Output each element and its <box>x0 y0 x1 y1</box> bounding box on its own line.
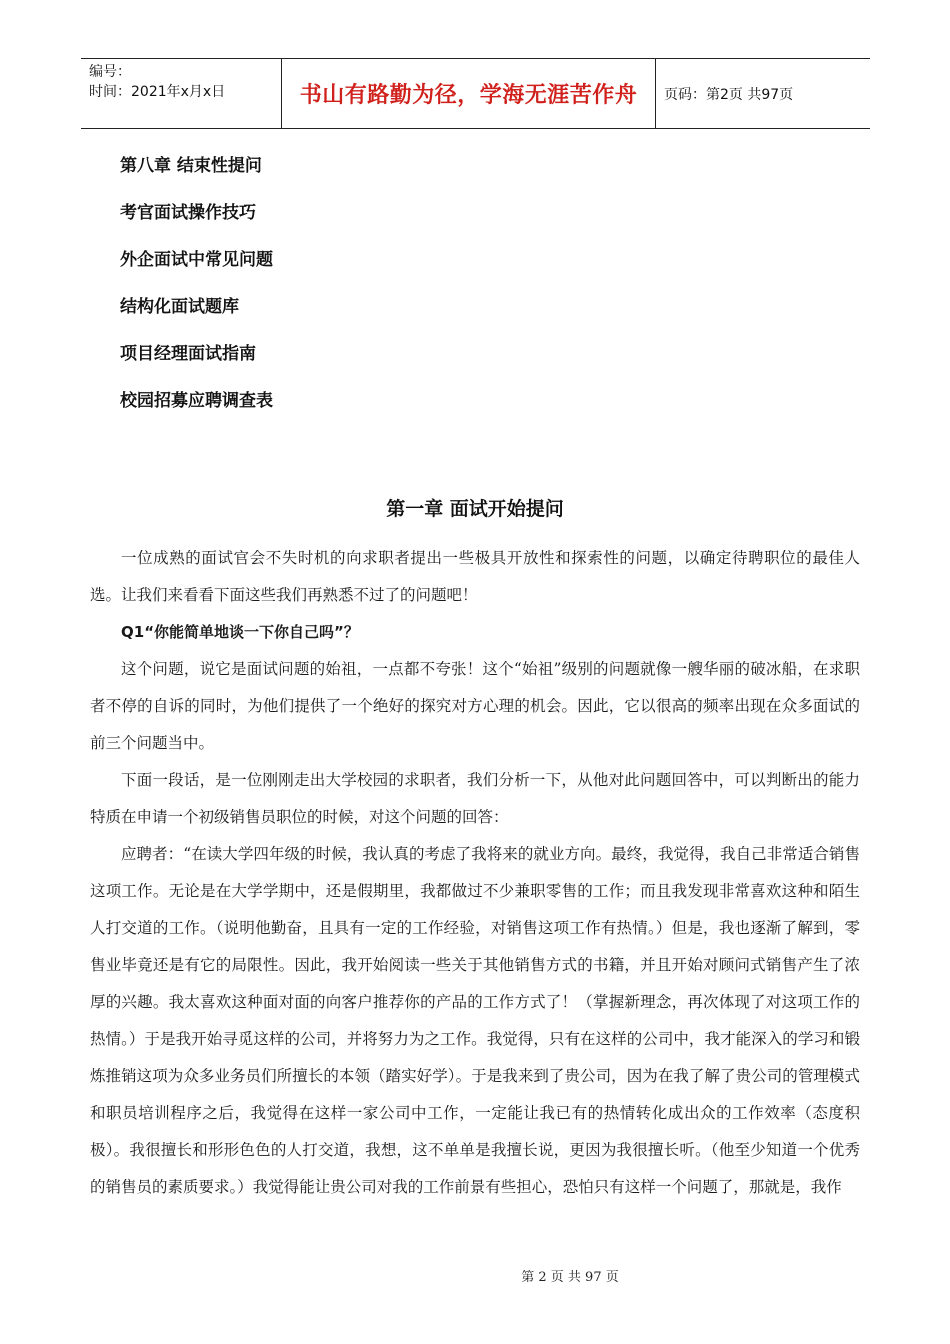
toc-item: 考官面试操作技巧 <box>120 203 256 223</box>
time-label: 时间：2021年x月x日 <box>89 84 226 100</box>
toc-item: 外企面试中常见问题 <box>120 250 273 270</box>
paragraph: 应聘者：“在读大学四年级的时候，我认真的考虑了我将来的就业方向。最终，我觉得，我自己非常适合销售这项工作。无论是在大学学期中，还是假期里，我都做过不少兼职零售的工作；而且我发现非常喜欢这种和陌生人打交道的工作。（说明他勤奋，且具有一定的工作经验，对销售这项工作有热情。）但是，我也逐渐了解到，零售业毕竟还是有它的局限性。因此，我开始阅读一些关于其他销售方式的书籍，并且开始对顾问式销售产生了浓厚的兴趣。我太喜欢这种面对面的向客户推荐你的产品的工作方式了！（掌握新理念，再次体现了对这项工作的热情。）于是我开始寻觅这样的公司，并将努力为之工作。我觉得，只有在这样的公司中，我才能深入的学习和锻炼推销这项为众多业务员们所擅长的本领（踏实好学）。于是我来到了贵公司，因为在我了解了贵公司的管理模式和职员培训程序之后，我觉得在这样一家公司中工作，一定能让我已有的热情转化成出众的工作效率（态度积极）。我很擅长和形形色色的人打交道，我想，这不单单是我擅长说，更因为我很擅长听。（他至少知道一个优秀的销售员的素质要求。）我觉得能让贵公司对我的工作前景有些担心，恐怕只有这样一个问题了，那就是，我作 <box>90 845 860 1196</box>
header-table <box>81 58 870 129</box>
header-meta <box>89 62 225 102</box>
header-page-info: 页码：第2页 共97页 <box>664 86 794 103</box>
paragraph: 这个问题，说它是面试问题的始祖，一点都不夸张！这个“始祖”级别的问题就像一艘华丽的破冰船，在求职者不停的自诉的同时，为他们提供了一个绝好的探究对方心理的机会。因此，它以很高的频率出现在众多面试的前三个问题当中。 <box>90 660 860 752</box>
chapter-title: 第一章 面试开始提问 <box>386 498 564 520</box>
body-text <box>90 540 860 1206</box>
toc-item: 校园招募应聘调查表 <box>120 391 273 411</box>
toc-list <box>120 152 273 434</box>
question-heading: Q1“你能简单地谈一下你自己吗”？ <box>121 623 359 641</box>
paragraph: 下面一段话，是一位刚刚走出大学校园的求职者，我们分析一下，从他对此问题回答中，可以判断出的能力特质在申请一个初级销售员职位的时候，对这个问题的回答： <box>90 771 860 826</box>
header-divider <box>655 59 656 128</box>
number-label: 编号： <box>89 64 131 80</box>
header-motto: 书山有路勤为径，学海无涯苦作舟 <box>299 83 638 108</box>
toc-item: 项目经理面试指南 <box>120 344 256 364</box>
paragraph: 一位成熟的面试官会不失时机的向求职者提出一些极具开放性和探索性的问题，以确定待聘职位的最佳人选。让我们来看看下面这些我们再熟悉不过了的问题吧！ <box>90 549 860 604</box>
toc-item: 第八章 结束性提问 <box>120 156 262 176</box>
page-footer <box>0 1266 950 1285</box>
toc-item: 结构化面试题库 <box>120 297 239 317</box>
footer-page-number: 第 2 页 共 97 页 <box>521 1270 619 1285</box>
